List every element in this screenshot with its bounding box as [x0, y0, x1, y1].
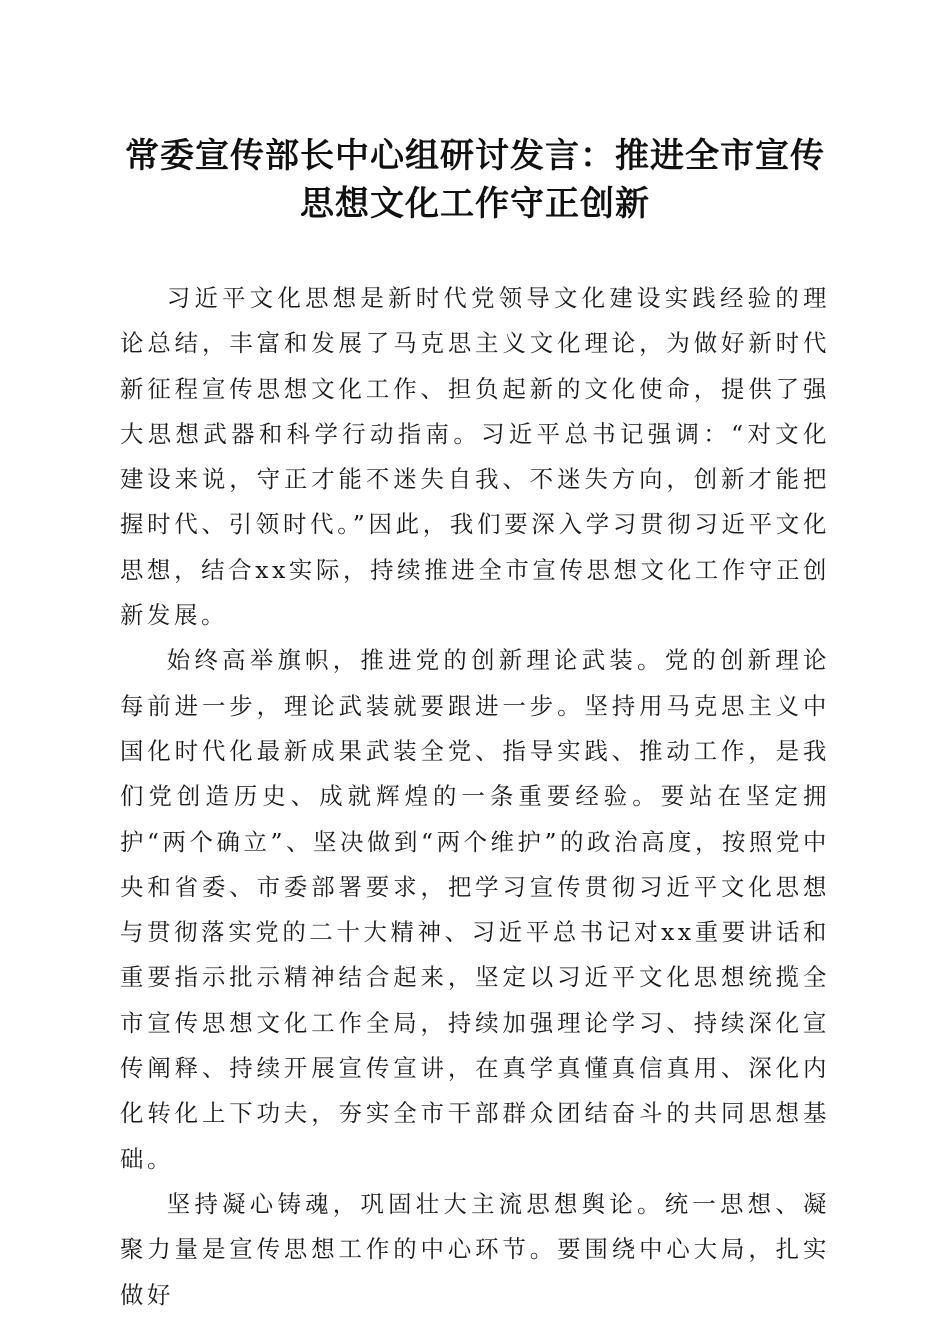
- document-title: [100, 132, 850, 228]
- title-line-1: 常委宣传部长中心组研讨发言：推进全市宣传: [125, 136, 825, 176]
- document-body: [120, 276, 830, 1318]
- paragraph-intro: 习近平文化思想是新时代党领导文化建设实践经验的理论总结，丰富和发展了马克思主义文化理论，为做好新时代新征程宣传思想文化工作、担负起新的文化使命，提供了强大思想武器和科学行动指南。习近平总书记强调：“对文化建设来说，守正才能不迷失自我、不迷失方向，创新才能把握时代、引领时代。”因此，我们要深入学习贯彻习近平文化思想，结合xx实际，持续推进全市宣传思想文化工作守正创新发展。: [120, 284, 830, 630]
- paragraph-public-opinion: 坚持凝心铸魂，巩固壮大主流思想舆论。统一思想、凝聚力量是宣传思想工作的中心环节。要围绕中心大局，扎实做好: [120, 1189, 830, 1309]
- paragraph-theory-armament: 始终高举旗帜，推进党的创新理论武装。党的创新理论每前进一步，理论武装就要跟进一步。坚持用马克思主义中国化时代化最新成果武装全党、指导实践、推动工作，是我们党创造历史、成就辉煌的一条重要经验。要站在坚定拥护“两个确立”、坚决做到“两个维护”的政治高度，按照党中央和省委、市委部署要求，把学习宣传贯彻习近平文化思想与贯彻落实党的二十大精神、习近平总书记对xx重要讲话和重要指示批示精神结合起来，坚定以习近平文化思想统揽全市宣传思想文化工作全局，持续加强理论学习、持续深化宣传阐释、持续开展宣传宣讲，在真学真懂真信真用、深化内化转化上下功夫，夯实全市干部群众团结奋斗的共同思想基础。: [120, 646, 831, 1173]
- title-line-2: 思想文化工作守正创新: [300, 184, 650, 224]
